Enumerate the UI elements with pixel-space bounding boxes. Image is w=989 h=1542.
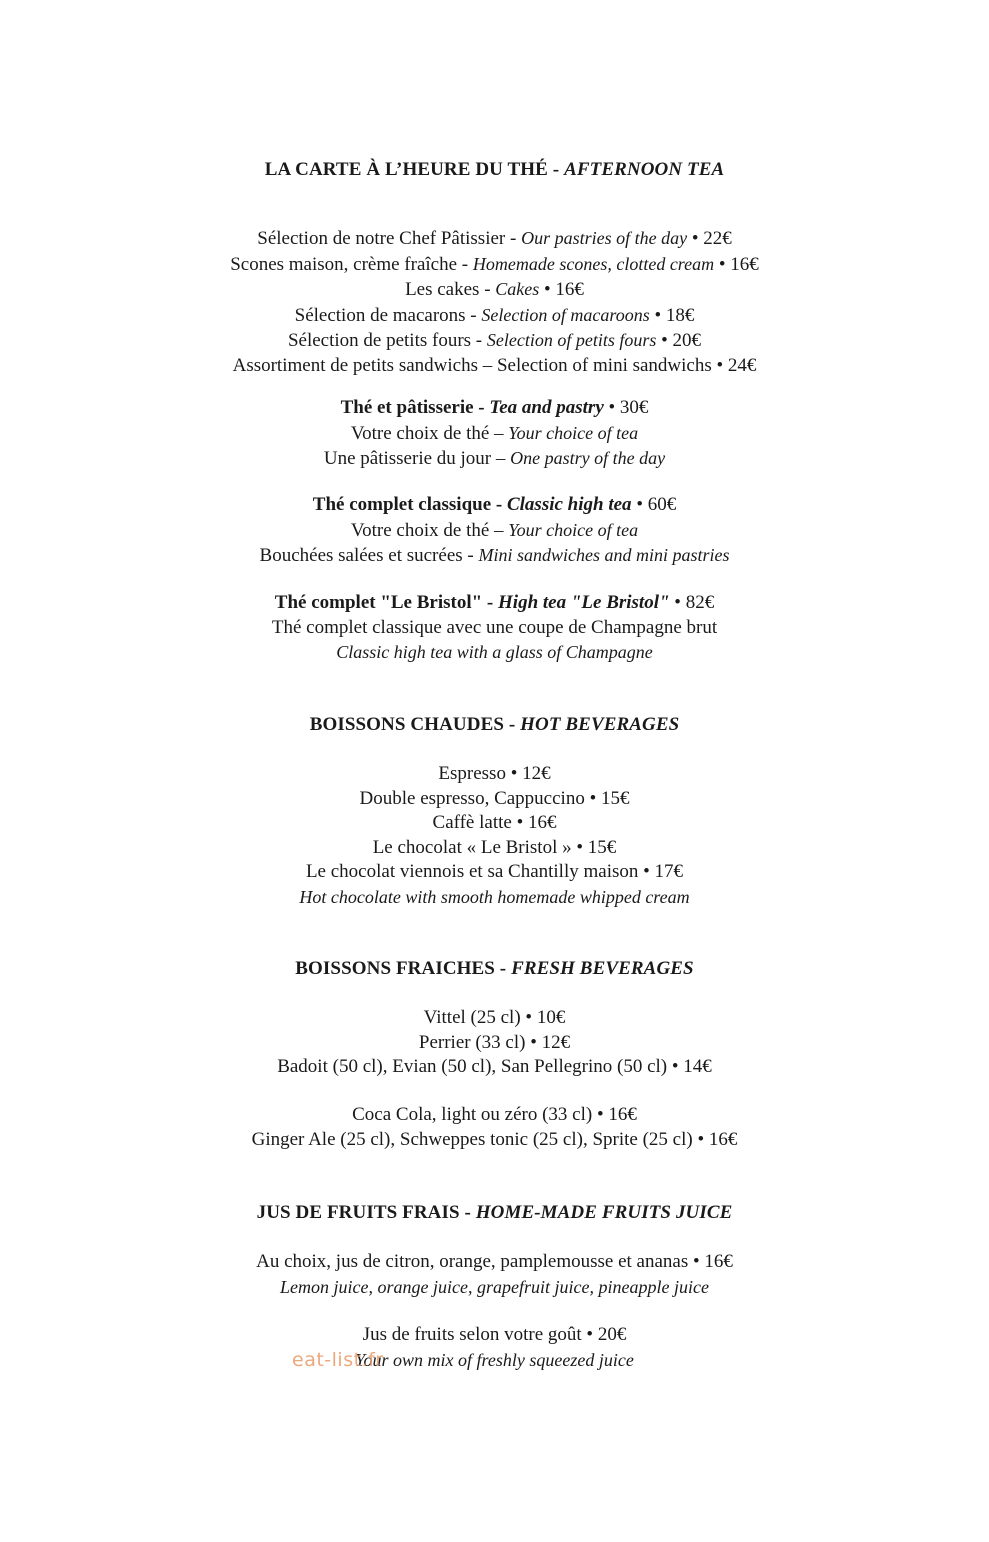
- formula-line: Bouchées salées et sucrées - Mini sandwiches and mini pastries: [259, 545, 730, 566]
- heading-fr: LA CARTE À L’HEURE DU THÉ -: [264, 159, 565, 180]
- juice-item-choice: [0, 1250, 989, 1299]
- menu-item: Espresso • 12€: [438, 763, 551, 784]
- menu-item: Le chocolat viennois et sa Chantilly maison • 17€: [305, 861, 684, 882]
- formula-line: Votre choix de thé – Your choice of tea: [350, 422, 639, 444]
- fresh-beverages-list-waters: [0, 1006, 989, 1080]
- menu-item: Ginger Ale (25 cl), Schweppes tonic (25 cl), Sprite (25 cl) • 16€: [251, 1128, 738, 1150]
- formula-title: Thé complet classique - Classic high tea • 60€: [312, 494, 677, 515]
- menu-item: Coca Cola, light ou zéro (33 cl) • 16€: [352, 1104, 637, 1125]
- menu-item-note: Lemon juice, orange juice, grapefruit juice, pineapple juice: [280, 1276, 709, 1297]
- formula-line: Classic high tea with a glass of Champagne: [336, 642, 653, 662]
- heading-en: HOT BEVERAGES: [520, 714, 680, 735]
- menu-item: Assortiment de petits sandwichs – Selection of mini sandwichs • 24€: [232, 354, 757, 376]
- heading-fr: BOISSONS FRAICHES -: [295, 958, 512, 979]
- menu-item-note: Your own mix of freshly squeezed juice: [355, 1349, 634, 1370]
- menu-item: Double espresso, Cappuccino • 15€: [359, 787, 630, 809]
- heading-en: AFTERNOON TEA: [564, 159, 725, 180]
- tea-formula-tea-and-pastry: [0, 396, 989, 472]
- heading-fr: JUS DE FRUITS FRAIS -: [256, 1202, 476, 1223]
- formula-line: Thé complet classique avec une coupe de Champagne brut: [271, 616, 718, 638]
- formula-title: Thé complet "Le Bristol" - High tea "Le Bristol" • 82€: [274, 592, 715, 613]
- menu-item: Sélection de macarons - Selection of macaroons • 18€: [294, 304, 695, 326]
- section-heading-hot-beverages: [0, 713, 989, 738]
- tea-items-list: [0, 226, 989, 378]
- menu-item: Le chocolat « Le Bristol » • 15€: [372, 836, 617, 858]
- menu-item: Sélection de notre Chef Pâtissier - Our pastries of the day • 22€: [257, 228, 732, 249]
- menu-item: Vittel (25 cl) • 10€: [423, 1007, 566, 1028]
- menu-item: Caffè latte • 16€: [432, 812, 557, 833]
- heading-fr: BOISSONS CHAUDES -: [309, 714, 521, 735]
- hot-beverages-list: [0, 762, 989, 909]
- menu-item: Jus de fruits selon votre goût • 20€: [362, 1324, 627, 1345]
- section-heading-afternoon-tea: [0, 158, 989, 183]
- menu-item: Scones maison, crème fraîche - Homemade scones, clotted cream • 16€: [230, 253, 759, 275]
- section-heading-fruit-juice: [0, 1201, 989, 1226]
- formula-title: Thé et pâtisserie - Tea and pastry • 30€: [340, 397, 649, 418]
- watermark-text: eat-list.fr: [292, 1349, 384, 1371]
- heading-en: HOME-MADE FRUITS JUICE: [475, 1202, 733, 1223]
- tea-formula-le-bristol: [0, 591, 989, 665]
- menu-item-note: Hot chocolate with smooth homemade whipped cream: [299, 886, 690, 907]
- fresh-beverages-list-sodas: [0, 1103, 989, 1152]
- heading-en: FRESH BEVERAGES: [511, 958, 694, 979]
- menu-item: Perrier (33 cl) • 12€: [418, 1031, 571, 1053]
- menu-item: Sélection de petits fours - Selection of petits fours • 20€: [287, 330, 702, 351]
- juice-item-custom: [0, 1323, 989, 1372]
- menu-item: Badoit (50 cl), Evian (50 cl), San Pellegrino (50 cl) • 14€: [277, 1056, 712, 1077]
- menu-item: Les cakes - Cakes • 16€: [405, 279, 584, 300]
- menu-item: Au choix, jus de citron, orange, pamplemousse et ananas • 16€: [256, 1251, 733, 1272]
- formula-line: Votre choix de thé – Your choice of tea: [350, 519, 639, 541]
- tea-formula-classic-high-tea: [0, 493, 989, 569]
- formula-line: Une pâtisserie du jour – One pastry of the day: [323, 448, 666, 469]
- section-heading-fresh-beverages: [0, 957, 989, 982]
